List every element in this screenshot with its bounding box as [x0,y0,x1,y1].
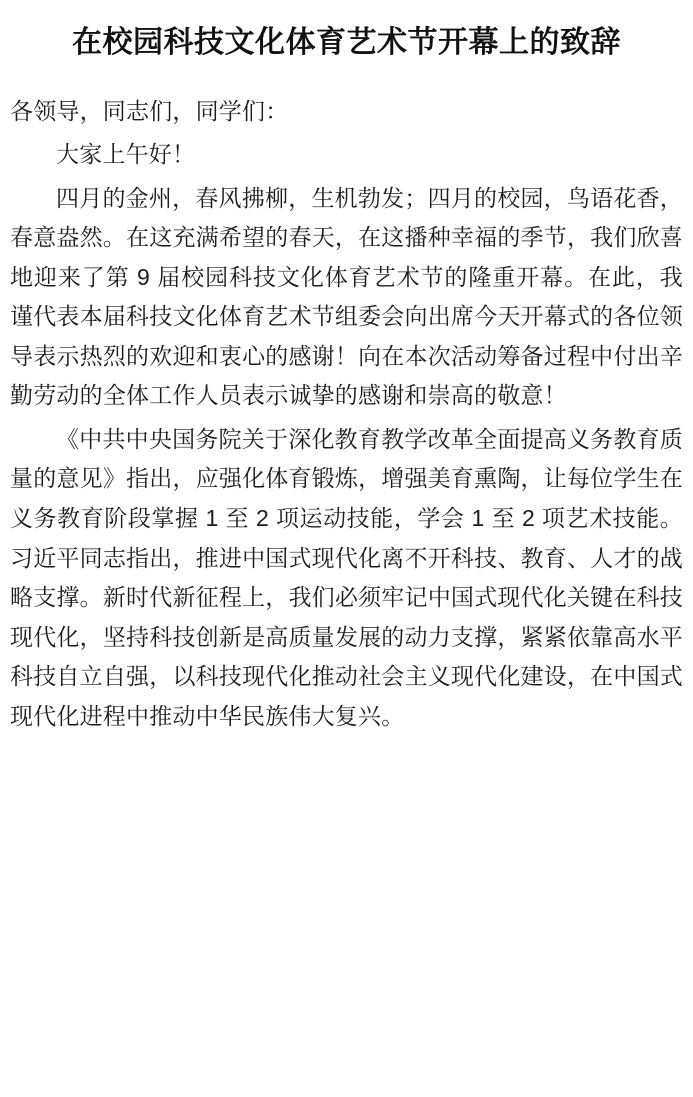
paragraph-greeting: 大家上午好！ [56,141,196,168]
page-title: 在校园科技文化体育艺术节开幕上的致辞 [72,26,621,59]
paragraph-salutation: 各领导，同志们，同学们： [10,97,289,124]
paragraph-body-1: 四月的金州，春风拂柳，生机勃发；四月的校园，鸟语花香，春意盎然。在这充满希望的春天，在这播种幸福的季节，我们欣喜地迎来了第 9 届校园科技文化体育艺术节的隆重开幕。在此，我谨代表本届科技文化体育艺术节组委会向出席今天开幕式的各位领导表示热烈的欢迎和衷心的感谢！向在本次活动筹备过程中付出辛勤劳动的全体工作人员表示诚挚的感谢和崇高的敬意！ [10,184,683,409]
paragraph-body-2: 《中共中央国务院关于深化教育教学改革全面提高义务教育质量的意见》指出，应强化体育锻炼，增强美育熏陶，让每位学生在义务教育阶段掌握 1 至 2 项运动技能，学会 1 至 2 项艺术技能。习近平同志指出，推进中国式现代化离不开科技、教育、人才的战略支撑。新时代新征程上，我们必须牢记中国式现代化关键在科技现代化，坚持科技创新是高质量发展的动力支撑，紧紧依靠高水平科技自立自强，以科技现代化推动社会主义现代化建设，在中国式现代化进程中推动中华民族伟大复兴。 [10,425,683,729]
